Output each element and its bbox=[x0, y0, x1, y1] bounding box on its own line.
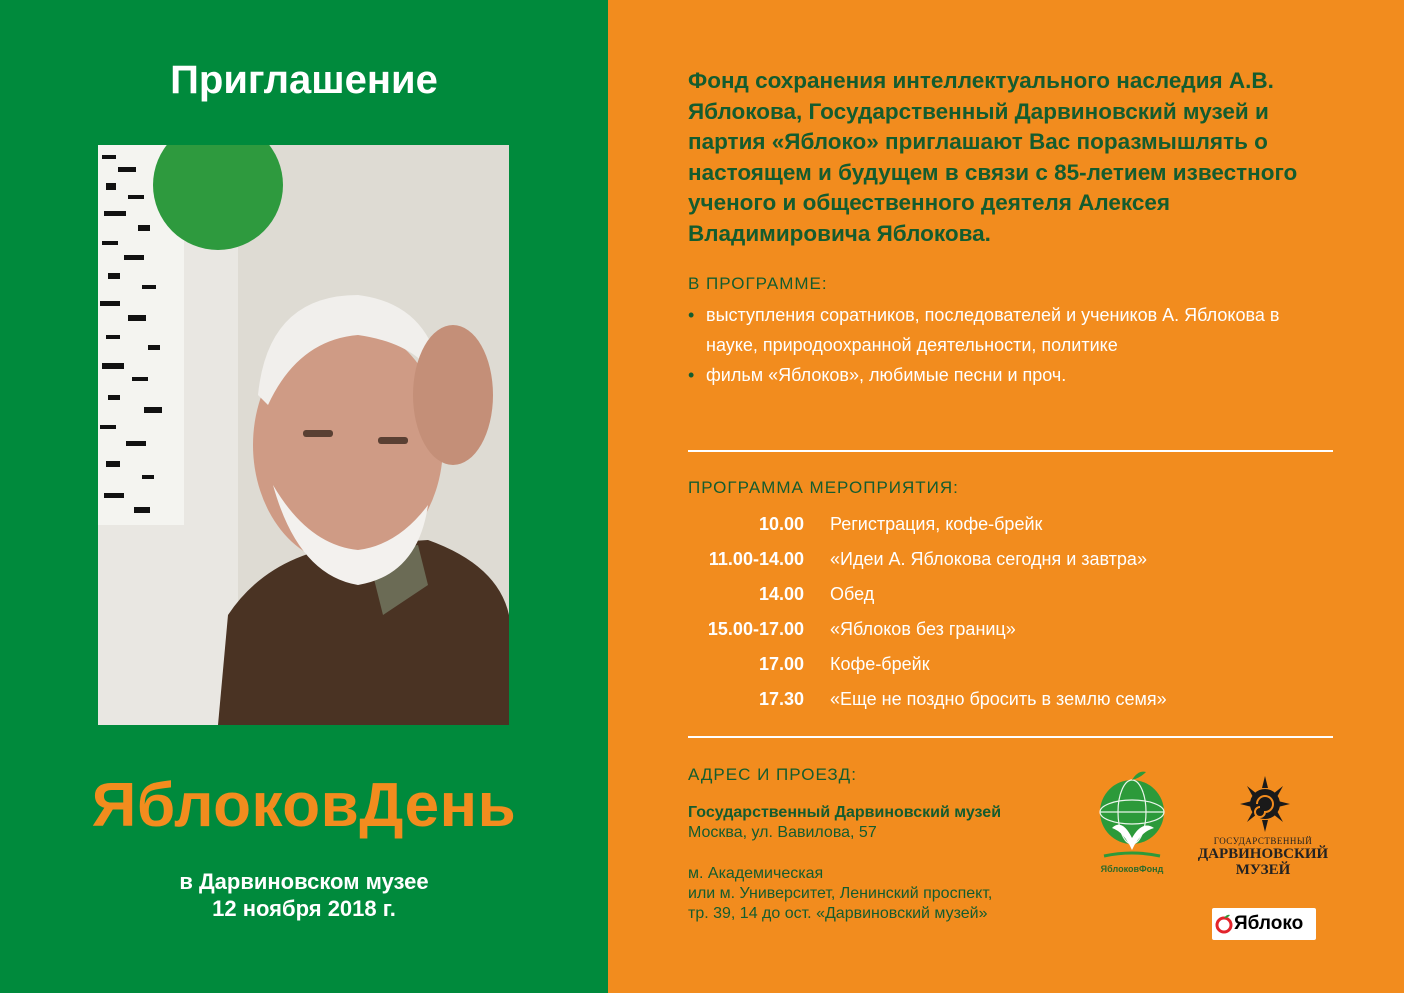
invitation-title: Приглашение bbox=[170, 58, 438, 102]
party-logo-text: Яблоко bbox=[1234, 913, 1304, 934]
left-panel bbox=[0, 0, 608, 993]
bullet-icon: • bbox=[688, 365, 695, 385]
schedule-row bbox=[688, 507, 1333, 542]
program-item: • фильм «Яблоков», любимые песни и проч. bbox=[688, 360, 1328, 390]
subtitle-venue: в Дарвиновском музее bbox=[179, 869, 429, 894]
transit-line: м. Академическая bbox=[688, 865, 824, 882]
schedule-event: Обед bbox=[830, 584, 875, 604]
address-heading: АДРЕС И ПРОЕЗД: bbox=[688, 765, 857, 784]
darwin-museum-logo bbox=[1188, 774, 1338, 884]
program-heading: В ПРОГРАММЕ: bbox=[688, 274, 828, 293]
schedule-event: «Еще не поздно бросить в землю семя» bbox=[830, 689, 1167, 709]
schedule-time: 17.00 bbox=[758, 654, 804, 674]
schedule-time: 14.00 bbox=[758, 584, 804, 604]
divider bbox=[688, 736, 1333, 738]
schedule-event: «Яблоков без границ» bbox=[830, 619, 1016, 639]
museum-logo-line1: ГОСУДАРСТВЕННЫЙ bbox=[1213, 836, 1313, 846]
transit-line: или м. Университет, Ленинский проспект, bbox=[688, 885, 993, 902]
schedule-table bbox=[688, 507, 1333, 717]
schedule-row bbox=[688, 647, 1333, 682]
sun-emblem-icon bbox=[1240, 774, 1290, 832]
schedule-heading: ПРОГРАММА МЕРОПРИЯТИЯ: bbox=[688, 478, 959, 497]
schedule-row bbox=[688, 577, 1333, 612]
bullet-icon: • bbox=[688, 305, 695, 325]
schedule-time: 10.00 bbox=[758, 514, 804, 534]
portrait-photo bbox=[98, 145, 509, 725]
fund-logo-text: ЯблоковФонд bbox=[1100, 864, 1164, 874]
yabloko-party-logo bbox=[1212, 908, 1316, 940]
intro-paragraph: Фонд сохранения интеллектуального наследия А.В. Яблокова, Государственный Дарвиновский музей и партия «Яблоко» приглашают Вас поразмышлять о настоящем и будущем в связи с 85-летием известного ученого и общественного деятеля Алексея Владимировича Яблокова. bbox=[688, 68, 1298, 246]
schedule-event: «Идеи А. Яблокова сегодня и завтра» bbox=[830, 549, 1147, 569]
subtitle-date: 12 ноября 2018 г. bbox=[212, 896, 396, 921]
schedule-event: Кофе-брейк bbox=[830, 654, 930, 674]
program-item: • выступления соратников, последователей и учеников А. Яблокова в науке, природоохранной деятельности, политике bbox=[688, 300, 1328, 360]
venue-name: Государственный Дарвиновский музей bbox=[688, 804, 1002, 821]
apple-icon bbox=[1215, 914, 1233, 934]
schedule-time: 15.00-17.00 bbox=[707, 619, 804, 639]
museum-logo-line3: МУЗЕЙ bbox=[1235, 862, 1291, 878]
schedule-row bbox=[688, 542, 1333, 577]
museum-logo-line2: ДАРВИНОВСКИЙ bbox=[1197, 846, 1329, 862]
schedule-time: 11.00-14.00 bbox=[708, 549, 804, 569]
program-list bbox=[688, 300, 1328, 390]
event-subtitle bbox=[0, 868, 608, 922]
event-title: ЯблоковДень bbox=[91, 771, 517, 840]
venue-street: Москва, ул. Вавилова, 57 bbox=[688, 824, 877, 841]
schedule-time: 17.30 bbox=[758, 689, 804, 709]
transit-directions bbox=[688, 864, 1088, 924]
transit-line: тр. 39, 14 до ост. «Дарвиновский музей» bbox=[688, 905, 988, 922]
schedule-row bbox=[688, 682, 1333, 717]
schedule-event: Регистрация, кофе-брейк bbox=[830, 514, 1043, 534]
yablokov-fund-logo bbox=[1092, 768, 1172, 886]
schedule-row bbox=[688, 612, 1333, 647]
divider bbox=[688, 450, 1333, 452]
